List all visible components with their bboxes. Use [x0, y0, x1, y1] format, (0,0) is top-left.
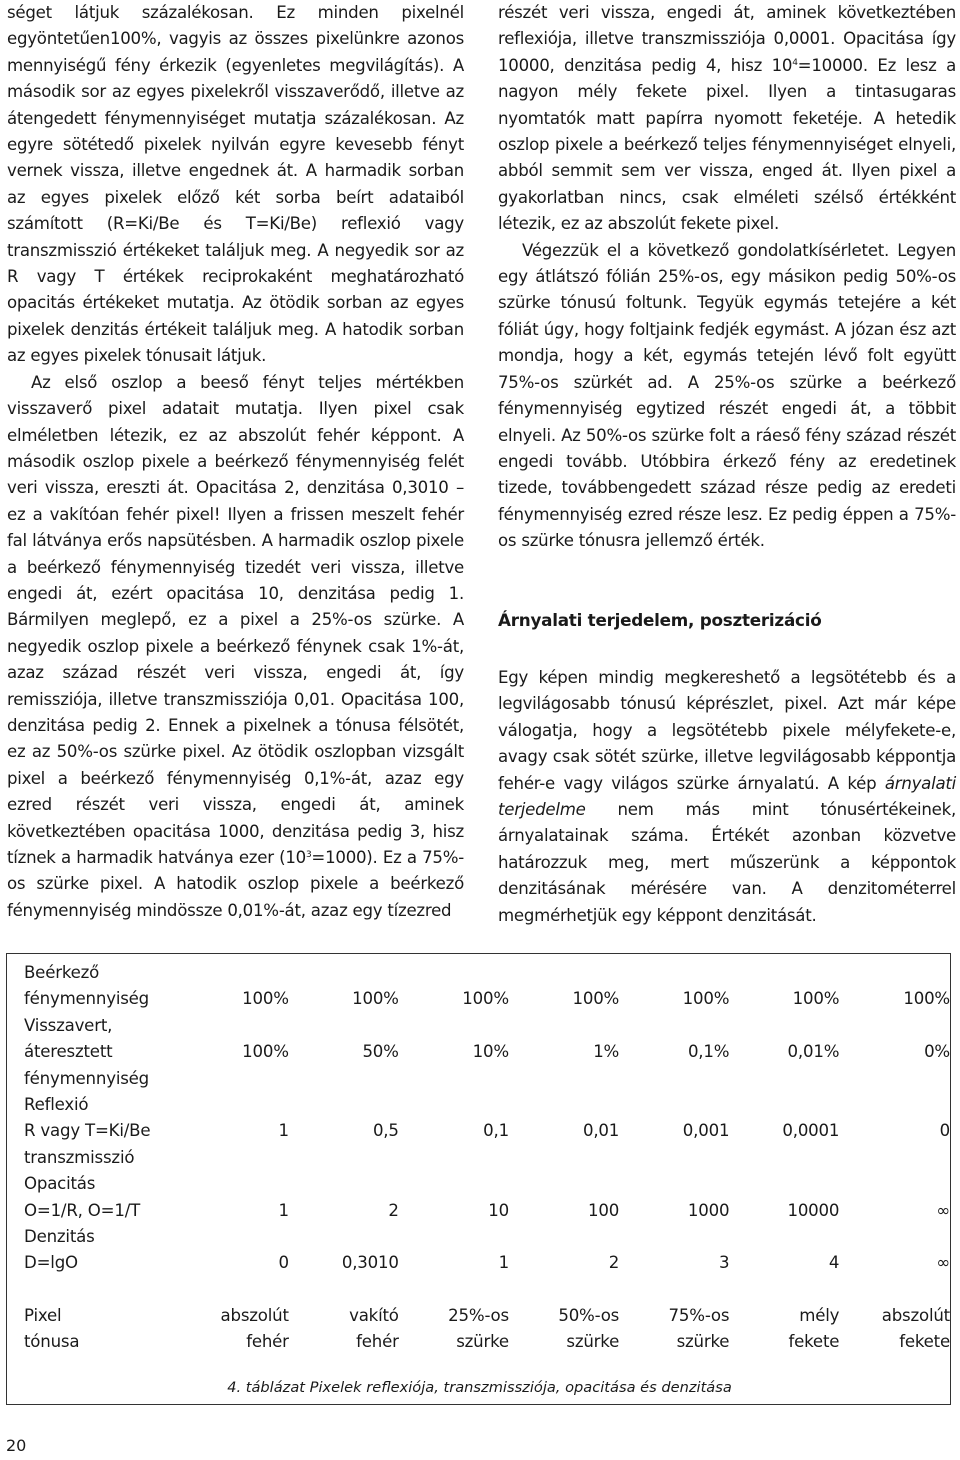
table-cell: 10	[488, 1200, 509, 1220]
row-label	[24, 1171, 178, 1224]
table-cell: ∞	[936, 1200, 950, 1220]
spacer-cell	[24, 1277, 950, 1303]
table-cell: 10000	[787, 1200, 840, 1220]
tone-cell	[619, 1303, 729, 1356]
italic-term: árnyalati terjedelme	[498, 773, 956, 820]
row-label	[24, 1224, 178, 1277]
table-cell: 50%	[362, 1042, 399, 1062]
left-text-column	[7, 0, 464, 924]
table-cell: 100%	[682, 989, 730, 1009]
table-cell: 4	[828, 1253, 840, 1273]
pixel-values-table	[24, 960, 950, 1356]
table-cell: 1	[278, 1121, 289, 1141]
table-cell: 0,5	[372, 1121, 399, 1141]
row-label-line: O=1/R, O=1/T	[24, 1200, 141, 1220]
tone-cell-line: fehér	[356, 1332, 399, 1352]
table-spacer-row	[24, 1277, 950, 1303]
table-row	[24, 960, 950, 1013]
table-cell: 0,1%	[687, 1042, 730, 1062]
superscript-exponent: 3	[305, 850, 312, 860]
superscript-exponent: 4	[792, 57, 798, 68]
table-row-tone	[24, 1303, 950, 1356]
table-cell: 100%	[792, 989, 840, 1009]
right-text-column	[498, 0, 956, 925]
table-cell: 0,001	[682, 1121, 730, 1141]
row-label-line: Beérkező	[24, 963, 100, 982]
table-cell: 0,1	[483, 1121, 509, 1141]
paragraph-thought-experiment: Végezzük el a következő gondolatkísérletet. Legyen egy átlátszó fólián 25%-os, egy másikon pedig 50%-os szürke tónusú foltunk. Tegyük egymás tetejére a két fóliát úgy, hogy foltjaink fedjék egymást. A józan ész azt mondja, hogy a két, egymás tetején lévő folt együtt 75%-os szürkét ad. A 25%-os szürke a beérkező fénymennyiség egytized részét engedi át, a többit elnyeli. Az 50%-os szürke folt a ráeső fény század részét engedi tovább. Utóbbira érkező fény az eredetinek tizede, továbbengedett század része pedig az eredeti fénymennyiség ezred része lesz. Ez pedig éppen a 75%-os szürke tónusra jellemző érték.	[498, 240, 956, 551]
tone-cell-line: szürke	[676, 1332, 730, 1352]
tone-cell	[178, 1303, 289, 1356]
pixel-values-table-frame	[6, 953, 951, 1405]
tone-cell-line: 25%-os	[448, 1305, 509, 1325]
row-label	[24, 1092, 178, 1171]
table-cell: 0,01	[582, 1121, 620, 1141]
tone-cell-line: abszolút	[220, 1305, 289, 1325]
paragraph-row-explanation: séget látjuk százalékosan. Ez minden pixelnél egyöntetűen100%, vagyis az összes pixelünkre azonos mennyiségű fény érkezik (egyenletes megvilágítás). A második sor az egyes pixelekről visszaverődő, illetve az átengedett fénymennyiséget mutatja százalékosan. Az egyre sötétedő pixelek nyilván egyre kevesebb fényt vernek vissza, illetve engednek át. A harmadik sorban az egyes pixelek előző két sorba beírt adataiból számított (R=Ki/Be és T=Ki/Be) reflexió vagy transzmisszió értékeket találjuk meg. A negyedik sor az R vagy T értékek reciprokaként meghatározható opacitás értékeket mutatja. Az ötödik sorban az egyes pixelek denzitás értékeit találjuk meg. A hatodik sorban az egyes pixelek tónusait látjuk.	[7, 3, 464, 366]
table-body	[24, 960, 950, 1356]
table-cell: 0	[939, 1121, 950, 1141]
table-cell: 100%	[242, 989, 289, 1009]
table-cell: 2	[608, 1253, 620, 1273]
table-cell: 1%	[593, 1042, 620, 1062]
row-label-line: R vagy T=Ki/Be	[24, 1121, 151, 1141]
table-cell: 100%	[242, 1042, 289, 1062]
row-label-line: Pixel	[24, 1305, 62, 1325]
text-segment: Egy képen mindig megkereshető a legsötétebb és a legvilágosabb tónusú képrészlet, pixel. Azt már képe válogatja, hogy a legsötétebb pixele mélyfekete-e, avagy csak sötét szürke, illetve legvilágosabb képpontja fehér-e vagy világos szürke árnyalatú. A kép	[498, 668, 956, 793]
table-cell: 100%	[572, 989, 620, 1009]
row-label-line: Opacitás	[24, 1174, 96, 1194]
text-segment: =10000. Ez lesz a nagyon mély fekete pixel. Ilyen a tintasugaras nyomtatók matt papírra nyomott feketéje. A hetedik oszlop pixele a beérkező teljes fénymennyiséget elnyeli, abból semmit sem ver vissza, enged át. Ilyen pixel a gyakorlatban nincs, csak elméleti szélső értékként létezik, ez az abszolút fekete pixel.	[498, 55, 956, 234]
tone-cell-line: 50%-os	[558, 1305, 620, 1325]
table-cell: 0,01%	[787, 1042, 840, 1062]
tone-cell-line: szürke	[456, 1332, 509, 1352]
table-cell: 0,0001	[782, 1121, 840, 1141]
tone-cell-line: fekete	[788, 1332, 840, 1352]
row-label	[24, 1013, 178, 1092]
tone-cell-line: szürke	[566, 1332, 620, 1352]
table-row	[24, 1224, 950, 1277]
table-cell: 10%	[472, 1042, 509, 1062]
table-cell: 0	[278, 1253, 289, 1273]
row-label-line: fénymennyiség	[24, 989, 150, 1009]
table-cell: 100%	[352, 989, 399, 1009]
tone-cell	[399, 1303, 509, 1356]
table-cell: 100%	[903, 989, 950, 1009]
tone-cell	[839, 1303, 950, 1356]
table-cell: 1000	[687, 1200, 730, 1220]
table-cell: 1	[498, 1253, 509, 1273]
tone-cell-line: fekete	[899, 1332, 950, 1352]
row-label-line: D=lgO	[24, 1253, 78, 1273]
paragraph-column-explanation-continued	[498, 0, 956, 238]
text-segment: Az első oszlop a beeső fényt teljes mértékben visszaverő pixel adatait mutatja. Ilyen pixel csak elméletben létezik, ez az abszolút fehér képpont. A második oszlop pixele a beérkező fénymennyiség felét veri vissza, ereszti át. Opacitása 2, denzitása 0,3010 – ez a vakítóan fehér pixel! Ilyen a frissen meszelt fehér fal látványa erős napsütésben. A harmadik oszlop pixele a beérkező fénymennyiség tizedét veri vissza, illetve engedi át, ezért opacitása 10, denzitása pedig 1. Bármilyen meglepő, ez a pixel a 25%-os szürke. A negyedik oszlop pixele a beérkező fénynek csak 1%-át, azaz század részét veri vissza, engedi át, így remissziója, illetve transzmissziója 0,01. Opacitása 100, denzitása pedig 2. Ennek a pixelnek a tónusa félsötét, ez az 50%-os szürke pixel. Az ötödik oszlopban vizsgált pixel a beérkező fénymennyiség 0,1%-át, azaz egy ezred részét veri vissza, engedi át, aminek következtében opacitása 1000, denzitása pedig 3, hisz tíznek a harmadik hatványa ezer (10	[7, 372, 464, 867]
table-cell: 1	[278, 1200, 289, 1220]
row-label-line: transzmisszió	[24, 1147, 135, 1167]
table-row	[24, 1092, 950, 1171]
row-label-line: Visszavert,	[24, 1015, 113, 1035]
table-cell: 0,3010	[341, 1253, 399, 1273]
table-cell: ∞	[936, 1253, 950, 1273]
text-segment: részét veri vissza, engedi át, aminek következtében reflexiója, illetve transzmissziója 0,0001. Opacitása így 10000, denzitása pedig 4, hisz 10	[498, 3, 956, 75]
tone-cell	[509, 1303, 619, 1356]
tone-cell-line: abszolút	[881, 1305, 950, 1325]
row-label	[24, 1303, 178, 1356]
page-number: 20	[6, 1436, 27, 1455]
row-label-line: Reflexió	[24, 1095, 89, 1115]
tone-cell-line: 75%-os	[668, 1305, 730, 1325]
tone-cell-line: vakító	[349, 1305, 399, 1325]
tone-cell	[729, 1303, 839, 1356]
tone-cell-line: fehér	[246, 1332, 289, 1352]
paragraph-column-explanation	[7, 370, 464, 925]
tone-cell	[289, 1303, 399, 1356]
row-label-line: Denzitás	[24, 1227, 95, 1247]
tone-cell-line: mély	[799, 1305, 840, 1325]
table-caption: 4. táblázat Pixelek reflexiója, transzmissziója, opacitása és denzitása	[227, 1379, 732, 1396]
table-cell: 100%	[462, 989, 509, 1009]
text-segment: =1000). Ez a 75%-os szürke pixel. A hatodik oszlop pixele a beérkező fénymennyiség mindössze 0,01%-át, azaz egy tízezred	[7, 848, 464, 920]
table-row	[24, 1171, 950, 1224]
row-label-line: áteresztett	[24, 1042, 113, 1062]
table-cell: 3	[718, 1253, 730, 1273]
paragraph-tonal-range	[498, 665, 956, 929]
table-cell: 0%	[924, 1042, 950, 1062]
row-label-line: tónusa	[24, 1332, 80, 1352]
text-segment: nem más mint tónusértékeinek, árnyalatainak száma. Értékét azonban közvetve határozzuk meg, mert műszerünk a képpontok denzitásának mérésére van. A denzitométerrel megmérhetjük egy képpont denzitását.	[498, 800, 956, 925]
row-label	[24, 960, 178, 1013]
table-row	[24, 1013, 950, 1092]
table-cell: 100	[588, 1200, 620, 1220]
section-heading: Árnyalati terjedelem, poszterizáció	[498, 610, 822, 630]
table-cell: 2	[388, 1200, 399, 1220]
row-label-line: fénymennyiség	[24, 1068, 150, 1088]
